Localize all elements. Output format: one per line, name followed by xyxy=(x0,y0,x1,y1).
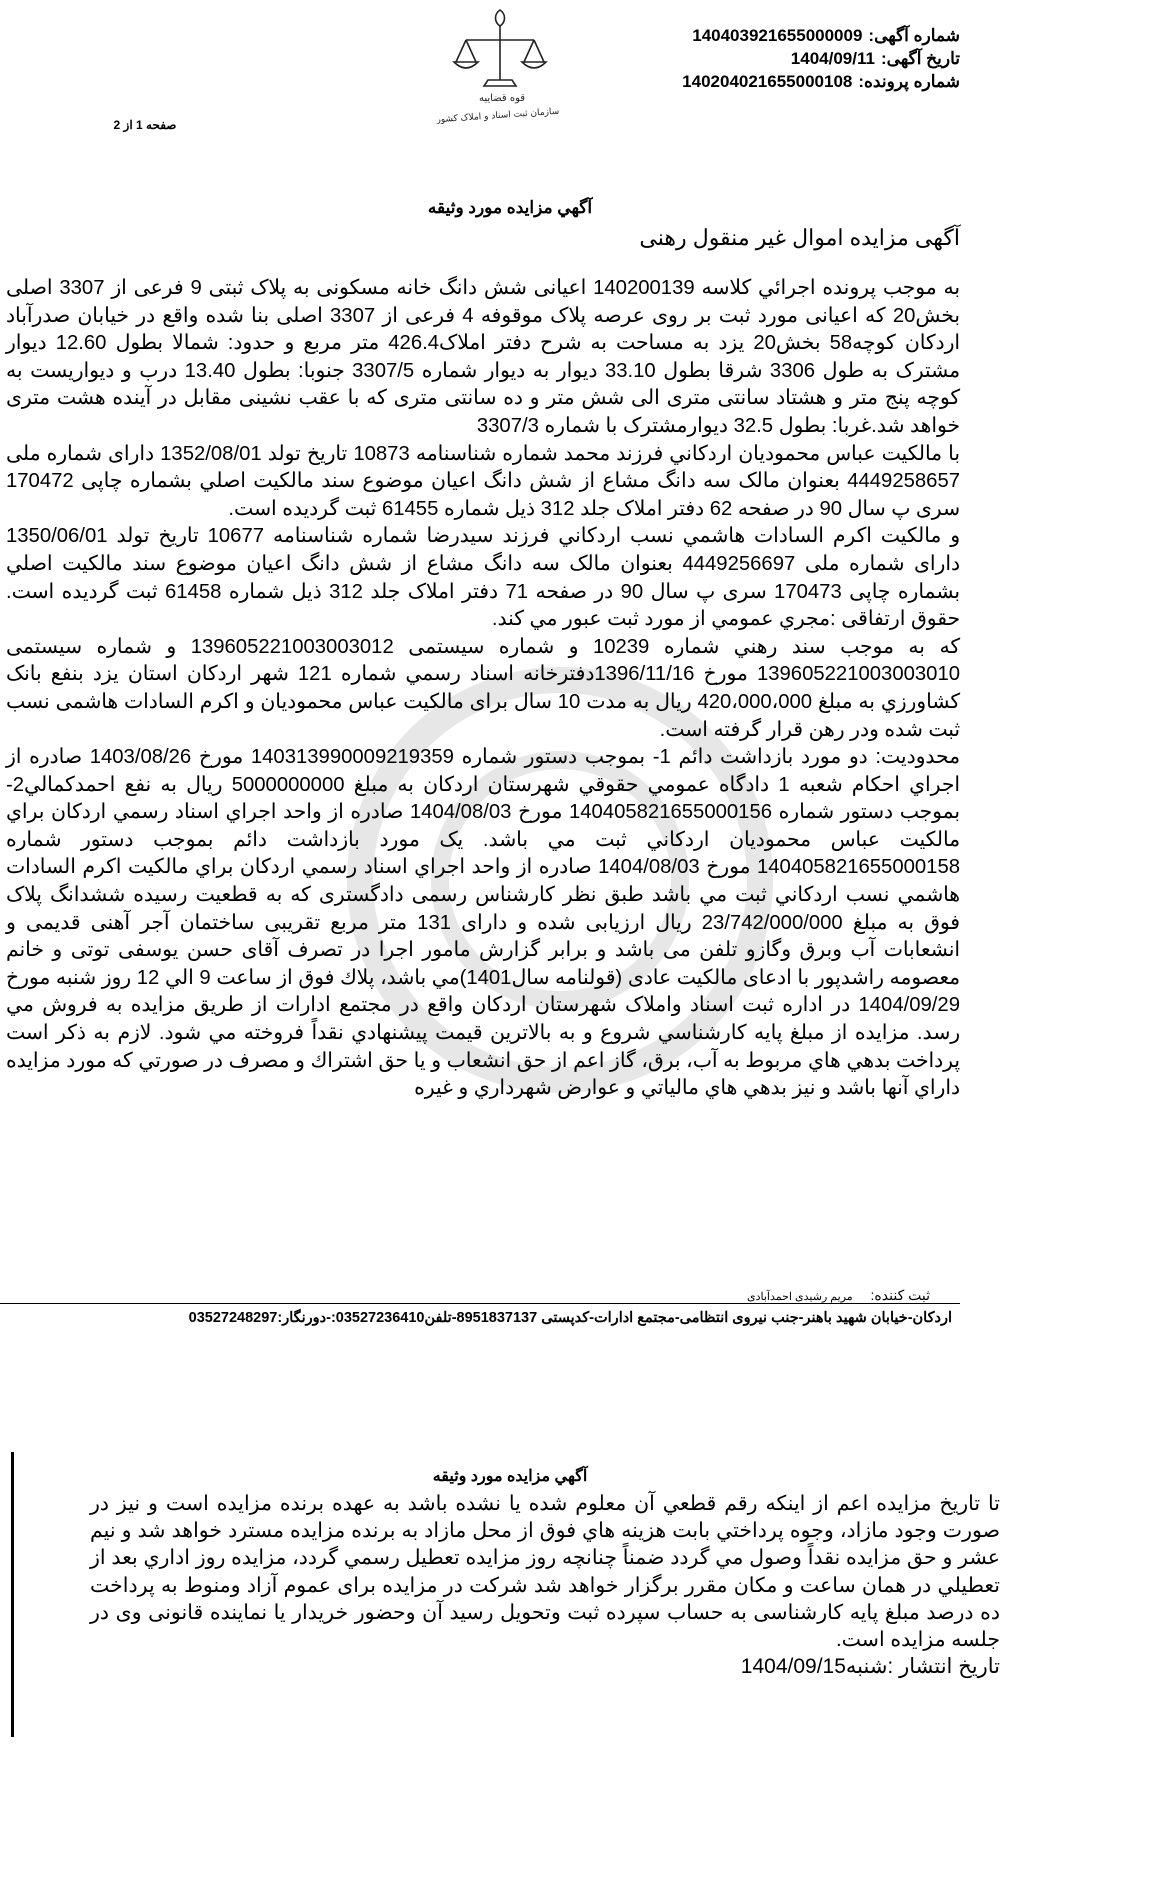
registrar-line xyxy=(600,1287,930,1304)
continuation-body xyxy=(90,1490,1000,1680)
scales-of-justice-icon xyxy=(430,4,570,124)
notice-body xyxy=(6,275,960,1103)
file-number-row xyxy=(600,70,960,93)
file-number: 140204021655000108 xyxy=(682,72,853,91)
body-paragraph: كه به موجب سند رهني شماره 10239 و شماره سیستمی 139605221003003012 و شماره سیستمی 139605221003003010 مورخ 1396/11/16دفترخانه اسناد رسمي شماره 121 شهر اردكان استان يزد بنفع بانک کشاورزي به مبلغ 420،000،000 ريال به مدت 10 سال برای مالکیت عباس محمودیان و اکرم السادات هاشمی نسب ثبت شده ودر رهن قرار گرفته است. xyxy=(6,635,960,741)
continuation-paragraph: تا تاريخ مزايده اعم از اينكه رقم قطعي آن معلوم شده يا نشده باشد به عهده برنده مزايده است و نيز در صورت وجود مازاد، وجوه پرداختي بابت هزينه هاي فوق از محل مازاد به برنده مزايده مسترد خواهد شد و نیم عشر و حق مزايده نقداً وصول مي گردد ضمناً چنانچه روز مزايده تعطيل رسمي گردد، مزايده روز اداري بعد از تعطيلي در همان ساعت و مكان مقرر برگزار خواهد شد شرکت در مزایده برای عموم آزاد ومنوط به پرداخت ده درصد مبلغ پایه کارشناسی به حساب سپرده ثبت وتحویل رسید آن وحضور خریدار یا نماینده قانونی وی در جلسه مزایده است. xyxy=(90,1492,1000,1652)
body-paragraph: و مالکیت اکرم السادات هاشمي نسب اردکاني فرزند سیدرضا شماره شناسنامه 10677 تاریخ تولد 1350/06/01 دارای شماره ملی 4449256697 بعنوان مالک سه دانگ مشاع از شش دانگ اعیان موضوع سند مالکیت اصلي بشماره چاپی 170473 سری پ سال 90 در صفحه 71 دفتر املاک جلد 312 ذیل شماره 61458 ثبت گردیده است. حقوق ارتفاقی :مجري عمومي از مورد ثبت عبور مي كند. xyxy=(6,525,960,631)
notice-date-label: تاریخ آگهی: xyxy=(880,49,960,68)
body-paragraph: به موجب پرونده اجرائي كلاسه 140200139 اعیانی شش دانگ خانه مسکونی به پلاک ثبتی 9 فرعی از 3307 اصلی بخش20 که اعیانی مورد ثبت بر روی عرصه پلاک موقوفه 4 فرعی از 3307 اصلی بنا شده واقع در خیابان صدرآباد اردکان کوچه58 بخش20 یزد به مساحت به شرح دفتر املاک426.4 متر مربع و حدود: شمالا بطول 12.60 دیوار مشترک به طول 3306 شرقا بطول 33.10 دیوار به دیوار شماره 3307/5 جنوبا: بطول 13.40 درب و دیواریست به کوچه پنج متر و هشتاد سانتی متری الی شش متر و ده سانتی متری که با عقب نشینی مقابل در آینده هشت متری خواهد شد.غربا: بطول 32.5 دیوارمشترک با شماره 3307/3 xyxy=(6,277,961,437)
body-paragraph: با مالکیت عباس محمودیان اردکاني فرزند محمد شماره شناسنامه 10873 تاریخ تولد 1352/08/01 دارای شماره ملی 4449258657 بعنوان مالک سه دانگ مشاع از شش دانگ اعیان موضوع سند مالکیت اصلي بشماره چاپی 170472 سری پ سال 90 در صفحه 62 دفتر املاک جلد 312 ذیل شماره 61455 ثبت گردیده است. xyxy=(6,442,960,520)
notice-date-row xyxy=(600,47,960,70)
page-indicator: صفحه 1 از 2 xyxy=(113,118,177,132)
notice-title: آگهي مزايده مورد وثيقه xyxy=(427,198,593,217)
logo-subtext: سازمان ثبت اسناد و املاک کشور xyxy=(436,106,560,124)
divider xyxy=(0,1303,960,1304)
publish-date-label: تاریخ انتشار :شنبه xyxy=(845,1655,1000,1679)
notice-meta xyxy=(600,24,960,93)
continuation-title: آگهي مزايده مورد وثيقه xyxy=(432,1468,588,1485)
file-number-label: شماره پرونده: xyxy=(858,72,960,91)
publish-date-line xyxy=(90,1653,1000,1680)
registrar-label: ثبت کننده: xyxy=(870,1287,930,1303)
registrar-name: مریم رشیدی احمدآبادی xyxy=(747,1291,853,1303)
notice-number-label: شماره آگهی: xyxy=(868,26,960,45)
continuation-marker xyxy=(11,1452,14,1737)
body-paragraph: محدوديت: دو مورد بازداشت دائم 1- بموجب دستور شماره 140313990009219359 مورخ 1403/08/26 صادره از اجراي احكام شعبه 1 دادگاه عمومي حقوقي شهرستان اردكان به مبلغ 5000000000 ريال به نفع احمدکمالي2- بموجب دستور شماره 140405821655000156 مورخ 1404/08/03 صادره از واحد اجراي اسناد رسمي اردكان براي مالکیت عباس محمودیان اردکاني ثبت مي باشد. یک مورد بازداشت دائم بموجب دستور شماره 140405821655000158 مورخ 1404/08/03 صادره از واحد اجراي اسناد رسمي اردكان براي مالکیت اکرم السادات هاشمي نسب اردکاني ثبت مي باشد طبق نظر کارشناس رسمی دادگستری که به قطعیت رسیده ششدانگ پلاک فوق به مبلغ 23/742/000/000 ریال ارزیابی شده و دارای 131 متر مربع تقریبی ساختمان آجر آهنی قدیمی و انشعابات آب وبرق وگازو تلفن می باشد و برابر گزارش مامور اجرا در تصرف آقای حسن یوسفی توتی و خانم معصومه راشدپور با ادعای مالکیت عادی (قولنامه سال1401)مي باشد، پلاك فوق از ساعت 9 الي 12 روز شنبه مورخ 1404/09/29 در اداره ثبت اسناد واملاک شهرستان اردکان واقع در مجتمع ادارات از طريق مزايده به فروش مي رسد. مزايده از مبلغ پايه كارشناسي شروع و به بالاترين قيمت پيشنهادي نقداً فروخته مي شود. لازم به ذكر است پرداخت بدهي هاي مربوط به آب، برق، گاز اعم از حق انشعاب و يا حق اشتراك و مصرف در صورتي كه مورد مزايده داراي آنها باشد و نيز بدهي هاي مالياتي و عوارض شهرداري و غيره xyxy=(6,746,961,1100)
judiciary-logo xyxy=(430,4,570,124)
office-address: اردکان-خیابان شهید باهنر-جنب نیروی انتظامی-مجتمع ادارات-کدپستی 8951837137-تلفن03527236410:-دورنگار:03527248297 xyxy=(188,1310,952,1326)
notice-date: 1404/09/11 xyxy=(790,49,875,68)
notice-subtitle: آگهی مزایده اموال غیر منقول رهنی xyxy=(639,225,960,250)
notice-number-row xyxy=(600,24,960,47)
publish-date: 1404/09/15 xyxy=(740,1655,846,1679)
logo-text: قوه قضاییه xyxy=(478,93,526,104)
notice-number: 140403921655000009 xyxy=(692,26,863,45)
